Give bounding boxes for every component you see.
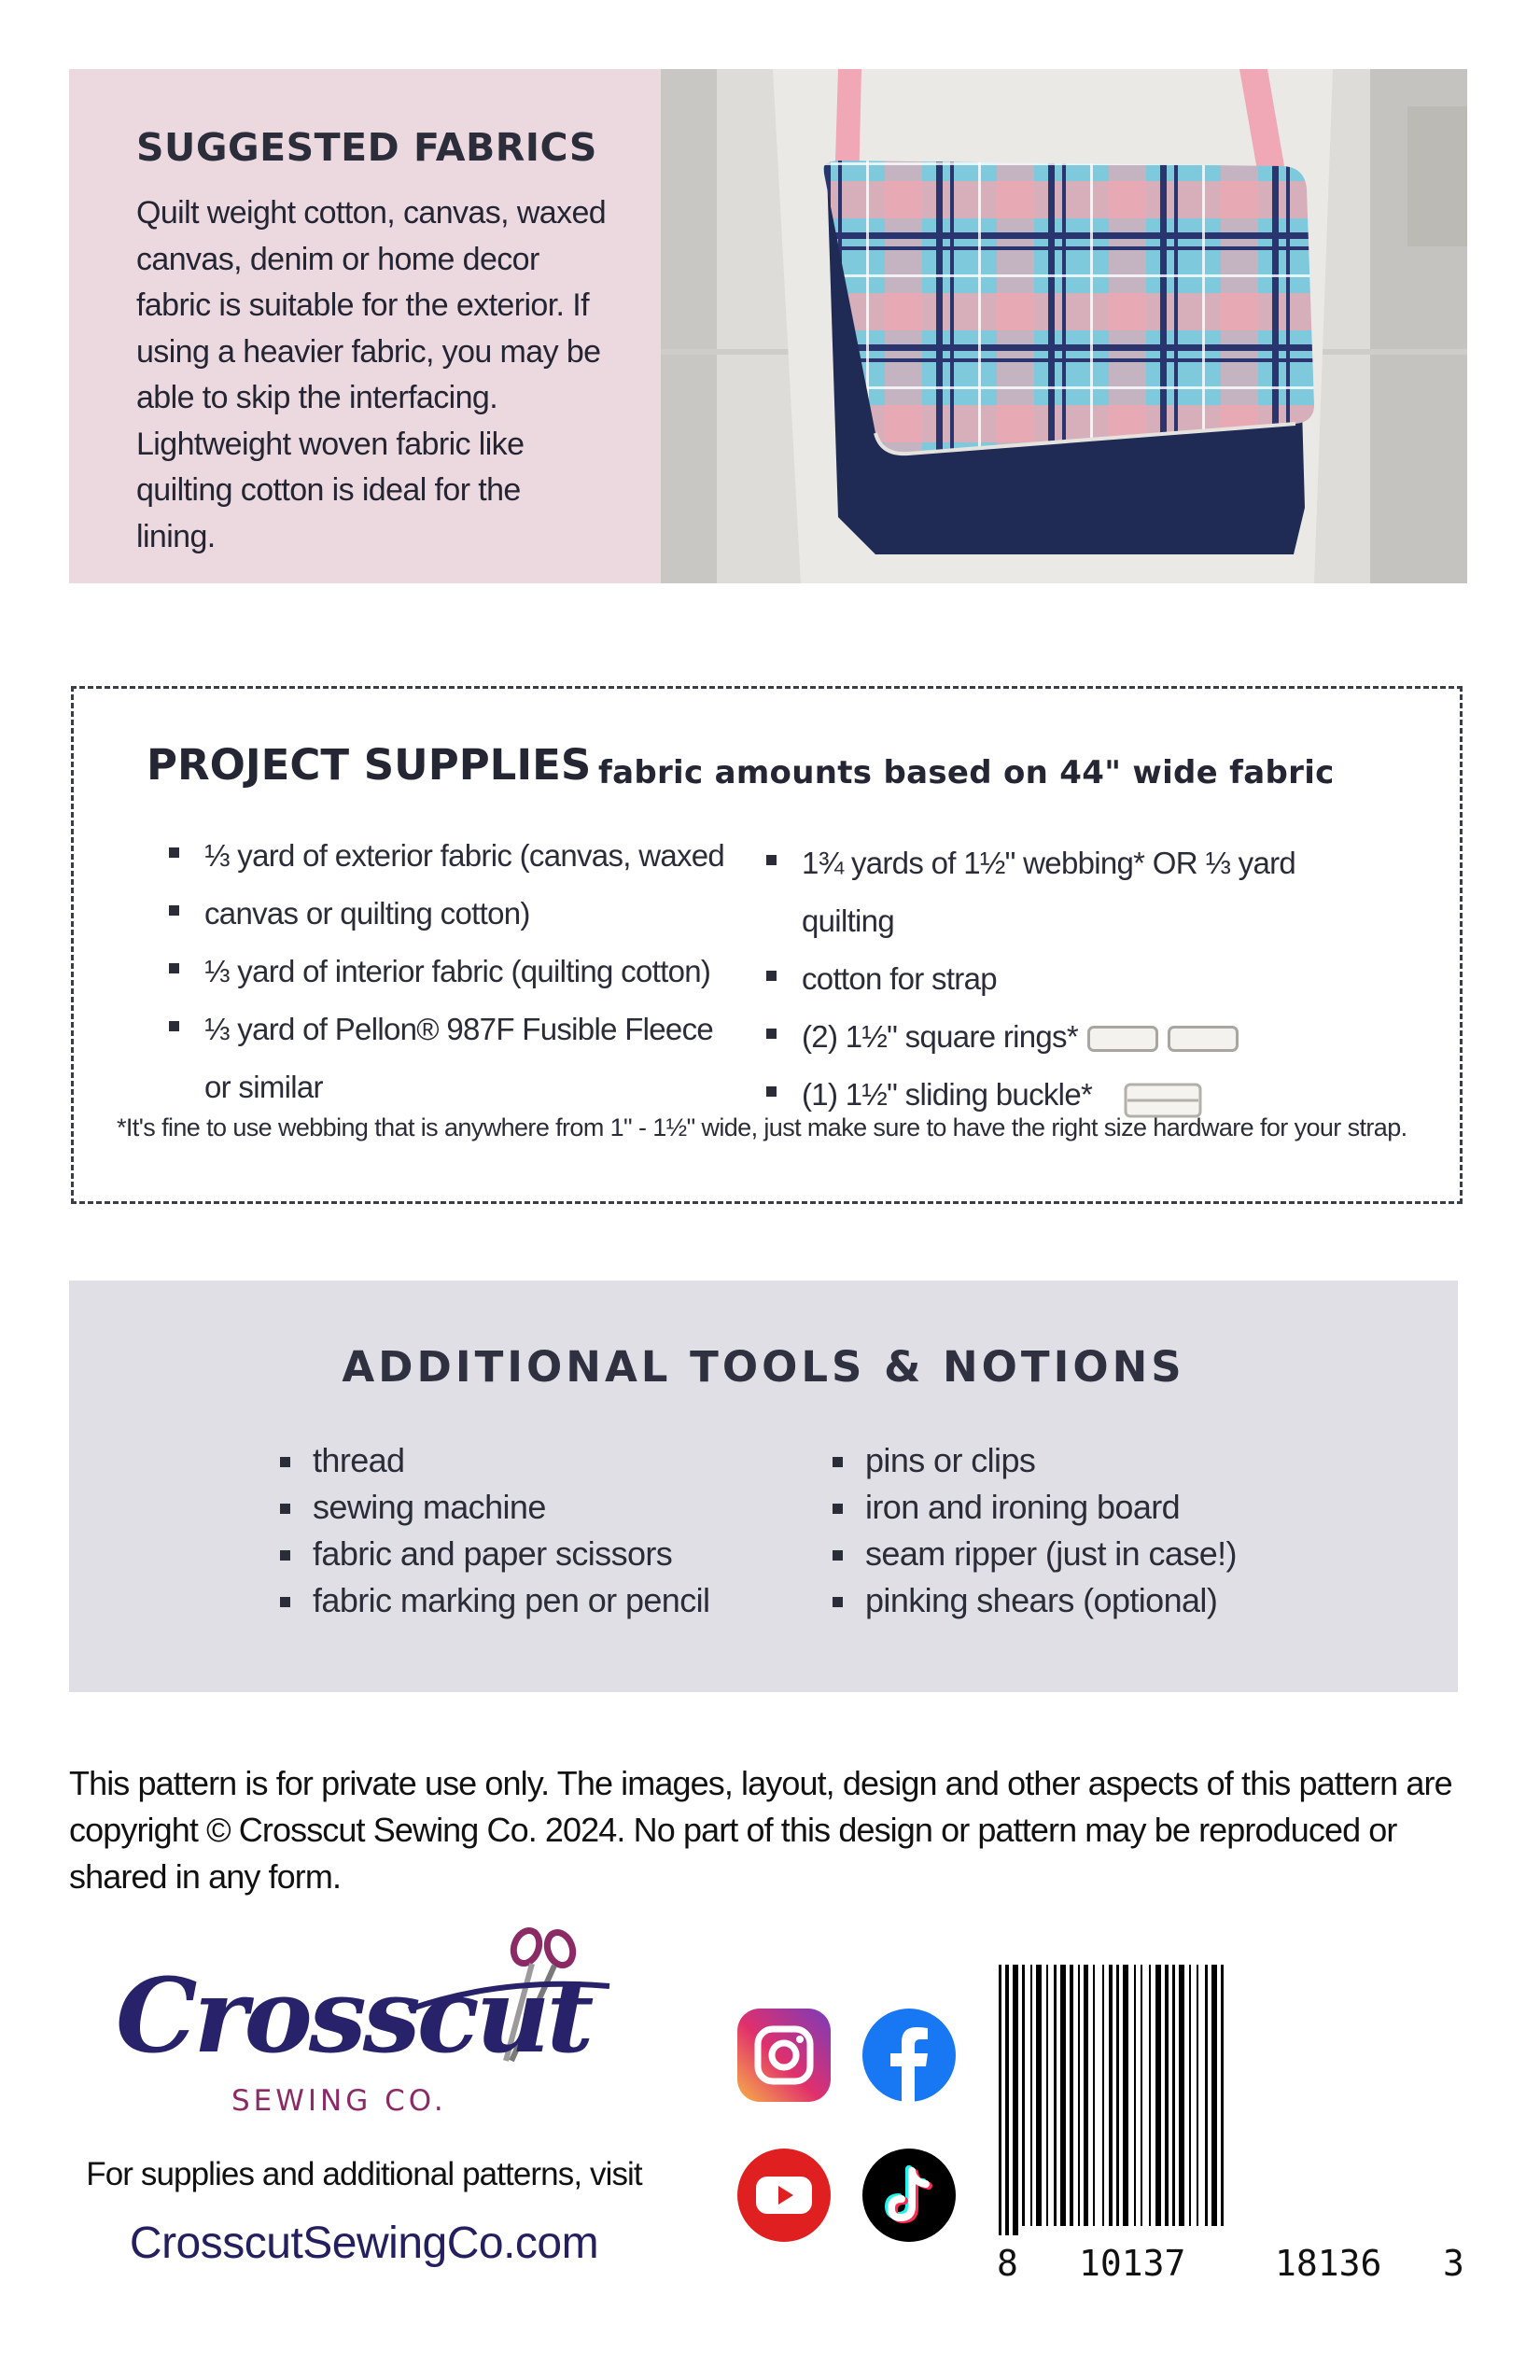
list-item: fabric marking pen or pencil [280, 1577, 709, 1624]
additional-tools-panel [69, 1281, 1458, 1692]
barcode-bar [1116, 1965, 1119, 2226]
supplies-list-left [169, 827, 738, 1116]
list-item: thread [280, 1437, 709, 1484]
list-item: pinking shears (optional) [833, 1577, 1237, 1624]
barcode-bar [1189, 1965, 1191, 2226]
square-ring-icon [1168, 1026, 1239, 1052]
barcode-bar [1070, 1965, 1073, 2226]
barcode-digit-group: 18136 [1275, 2243, 1382, 2284]
barcode-digit-first: 8 [997, 2243, 1018, 2284]
barcode-bar [1221, 1965, 1224, 2226]
instagram-icon[interactable] [735, 2007, 833, 2104]
visit-text: For supplies and additional patterns, visit [86, 2156, 642, 2192]
barcode-digit-last: 3 [1443, 2243, 1464, 2284]
barcode-bar [1134, 1965, 1136, 2226]
barcode-bar [1054, 1965, 1057, 2226]
barcode-bar [1211, 1965, 1217, 2226]
list-item: sewing machine [280, 1484, 709, 1531]
barcode-bar [1013, 1965, 1018, 2235]
website-link[interactable]: CrosscutSewingCo.com [129, 2219, 599, 2268]
barcode-bar [1046, 1965, 1048, 2226]
barcode-bar [1084, 1965, 1088, 2226]
list-item: ⅓ yard of interior fabric (quilting cotton) [169, 943, 738, 1001]
youtube-icon[interactable] [735, 2147, 833, 2244]
barcode-bar [1093, 1965, 1095, 2226]
list-item: fabric and paper scissors [280, 1531, 709, 1577]
list-item: seam ripper (just in case!) [833, 1531, 1237, 1577]
logo-subtext: SEWING CO. [231, 2084, 447, 2118]
messenger-bag-photo [661, 69, 1467, 583]
list-item: (1) 1½" sliding buckle* [766, 1066, 1364, 1124]
project-supplies-subtitle: fabric amounts based on 44" wide fabric [598, 754, 1335, 791]
list-item: pins or clips [833, 1437, 1237, 1484]
list-item: ⅓ yard of Pellon® 987F Fusible Fleece or similar [169, 1001, 738, 1116]
barcode-bar [1060, 1965, 1066, 2226]
logo-wordmark: Crosscut [116, 1955, 591, 2076]
supplies-list-right [766, 834, 1364, 1124]
barcode-digit-group: 10137 [1079, 2243, 1186, 2284]
list-item: 1¾ yards of 1½" webbing* OR ⅓ yard quilting [766, 834, 1364, 950]
barcode-bar [1165, 1965, 1169, 2226]
crosscut-logo [110, 1921, 633, 2145]
barcode-bar [1155, 1965, 1161, 2226]
list-item-continuation: cotton for strap [766, 950, 1364, 1008]
barcode-bar [1078, 1965, 1080, 2226]
tools-list-right [833, 1437, 1237, 1624]
tiktok-icon[interactable] [861, 2147, 958, 2244]
barcode-bar [1197, 1965, 1198, 2226]
facebook-icon[interactable] [861, 2007, 958, 2104]
barcode-bar [1123, 1965, 1128, 2226]
barcode-bar [999, 1965, 1001, 2235]
barcode-bars [987, 1955, 1473, 2235]
suggested-fabrics-title: SUGGESTED FABRICS [136, 125, 597, 170]
project-supplies-box [71, 686, 1463, 1204]
barcode-bar [1030, 1965, 1032, 2226]
suggested-fabrics-panel [69, 69, 661, 583]
suggested-fabrics-body: Quilt weight cotton, canvas, waxed canvas, denim or home decor fabric is suitable for the exterior. If using a heavier fabric, you may be able to skip the interfacing. Lightweight woven fabric like quilting cotton is ideal for the lining. [136, 195, 607, 554]
list-item: ⅓ yard of exterior fabric (canvas, waxed [169, 827, 738, 885]
list-item: (2) 1½" square rings* [766, 1008, 1364, 1066]
barcode-bar [1102, 1965, 1104, 2226]
sliding-buckle-icon [1124, 1079, 1202, 1114]
barcode-bar [1172, 1965, 1175, 2226]
barcode-bar [1022, 1965, 1025, 2226]
barcode-bar [1005, 1965, 1009, 2235]
plaid-bag-illustration [661, 69, 1467, 583]
barcode-bar [1109, 1965, 1113, 2226]
square-ring-icon [1087, 1026, 1158, 1052]
barcode-bar [1141, 1965, 1142, 2226]
barcode-digits [987, 2240, 1473, 2287]
copyright-notice: This pattern is for private use only. The images, layout, design and other aspects of this pattern are copyright © Crosscut Sewing Co. 2024. No part of this design or pattern may be reproduced or shared in any form. [69, 1764, 1452, 1896]
list-item: iron and ironing board [833, 1484, 1237, 1531]
barcode-bar [1036, 1965, 1042, 2226]
webbing-note: *It's fine to use webbing that is anywhere from 1" - 1½" wide, just make sure to have the right size hardware for your strap. [117, 1113, 1407, 1141]
project-supplies-title: PROJECT SUPPLIES [147, 740, 592, 790]
list-item-continuation: canvas or quilting cotton) [169, 885, 738, 943]
barcode-bar [1149, 1965, 1151, 2226]
barcode-bar [1179, 1965, 1184, 2226]
barcode-bar [1205, 1965, 1208, 2226]
additional-tools-title: ADDITIONAL TOOLS & NOTIONS [342, 1342, 1185, 1392]
tools-list-left [280, 1437, 709, 1624]
